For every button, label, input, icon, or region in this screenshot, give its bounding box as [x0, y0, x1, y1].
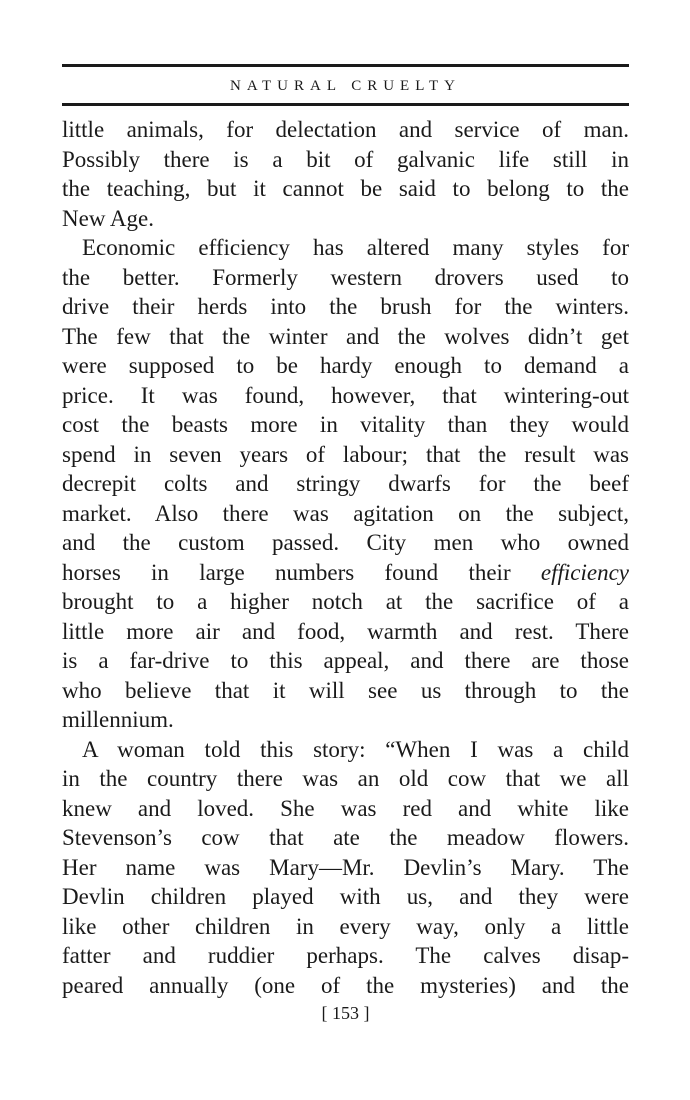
- text-line: were supposed to be hardy enough to demand a: [62, 353, 629, 378]
- text-line: Possibly there is a bit of galvanic life still in: [62, 146, 629, 172]
- text-line: in the country there was an old cow that we all: [62, 766, 629, 791]
- text-line: New Age.: [62, 205, 154, 231]
- text-line: fatter and ruddier perhaps. The calves disap-: [62, 943, 629, 968]
- text-line: like other children in every way, only a little: [62, 913, 629, 939]
- text-line: peared annually (one of the mysteries) and the: [62, 972, 629, 998]
- text-line: and the custom passed. City men who owned: [62, 530, 629, 555]
- text-line: Stevenson’s cow that ate the meadow flowers.: [62, 825, 629, 850]
- text-line: price. It was found, however, that wintering-out: [62, 382, 629, 408]
- text-line: millennium.: [62, 707, 174, 732]
- text-line: Her name was Mary—Mr. Devlin’s Mary. The: [62, 854, 629, 880]
- header-underline-rule: [62, 103, 629, 106]
- top-rule: [62, 64, 629, 67]
- text-line-start: horses in large numbers found their: [62, 559, 511, 585]
- text-line: drive their herds into the brush for the winters.: [62, 294, 629, 319]
- text-line: decrepit colts and stringy dwarfs for the beef: [62, 471, 629, 496]
- text-line: brought to a higher notch at the sacrifice of a: [62, 589, 629, 614]
- text-line: who believe that it will see us through to the: [62, 677, 629, 703]
- text-line: Devlin children played with us, and they were: [62, 884, 629, 909]
- text-line: A woman told this story: “When I was a child: [82, 736, 629, 762]
- running-head: NATURAL CRUELTY: [230, 78, 461, 94]
- text-line: [62, 558, 629, 588]
- text-line: the better. Formerly western drovers used to: [62, 264, 629, 290]
- text-line: knew and loved. She was red and white like: [62, 795, 629, 821]
- page-number: [ 153 ]: [321, 1003, 370, 1023]
- text-line: the teaching, but it cannot be said to belong to the: [62, 176, 629, 201]
- text-line: Economic efficiency has altered many styles for: [82, 235, 629, 260]
- body-text: [62, 115, 629, 1000]
- emphasized-word: efficiency: [540, 559, 629, 585]
- text-line: The few that the winter and the wolves didn’t get: [62, 323, 629, 349]
- text-line: little animals, for delectation and service of man.: [62, 117, 629, 142]
- text-line: is a far-drive to this appeal, and there are those: [62, 648, 629, 673]
- text-line: spend in seven years of labour; that the result was: [62, 441, 629, 467]
- text-line: market. Also there was agitation on the subject,: [62, 500, 629, 526]
- text-line: little more air and food, warmth and rest. There: [62, 618, 629, 644]
- text-line: cost the beasts more in vitality than they would: [62, 412, 629, 437]
